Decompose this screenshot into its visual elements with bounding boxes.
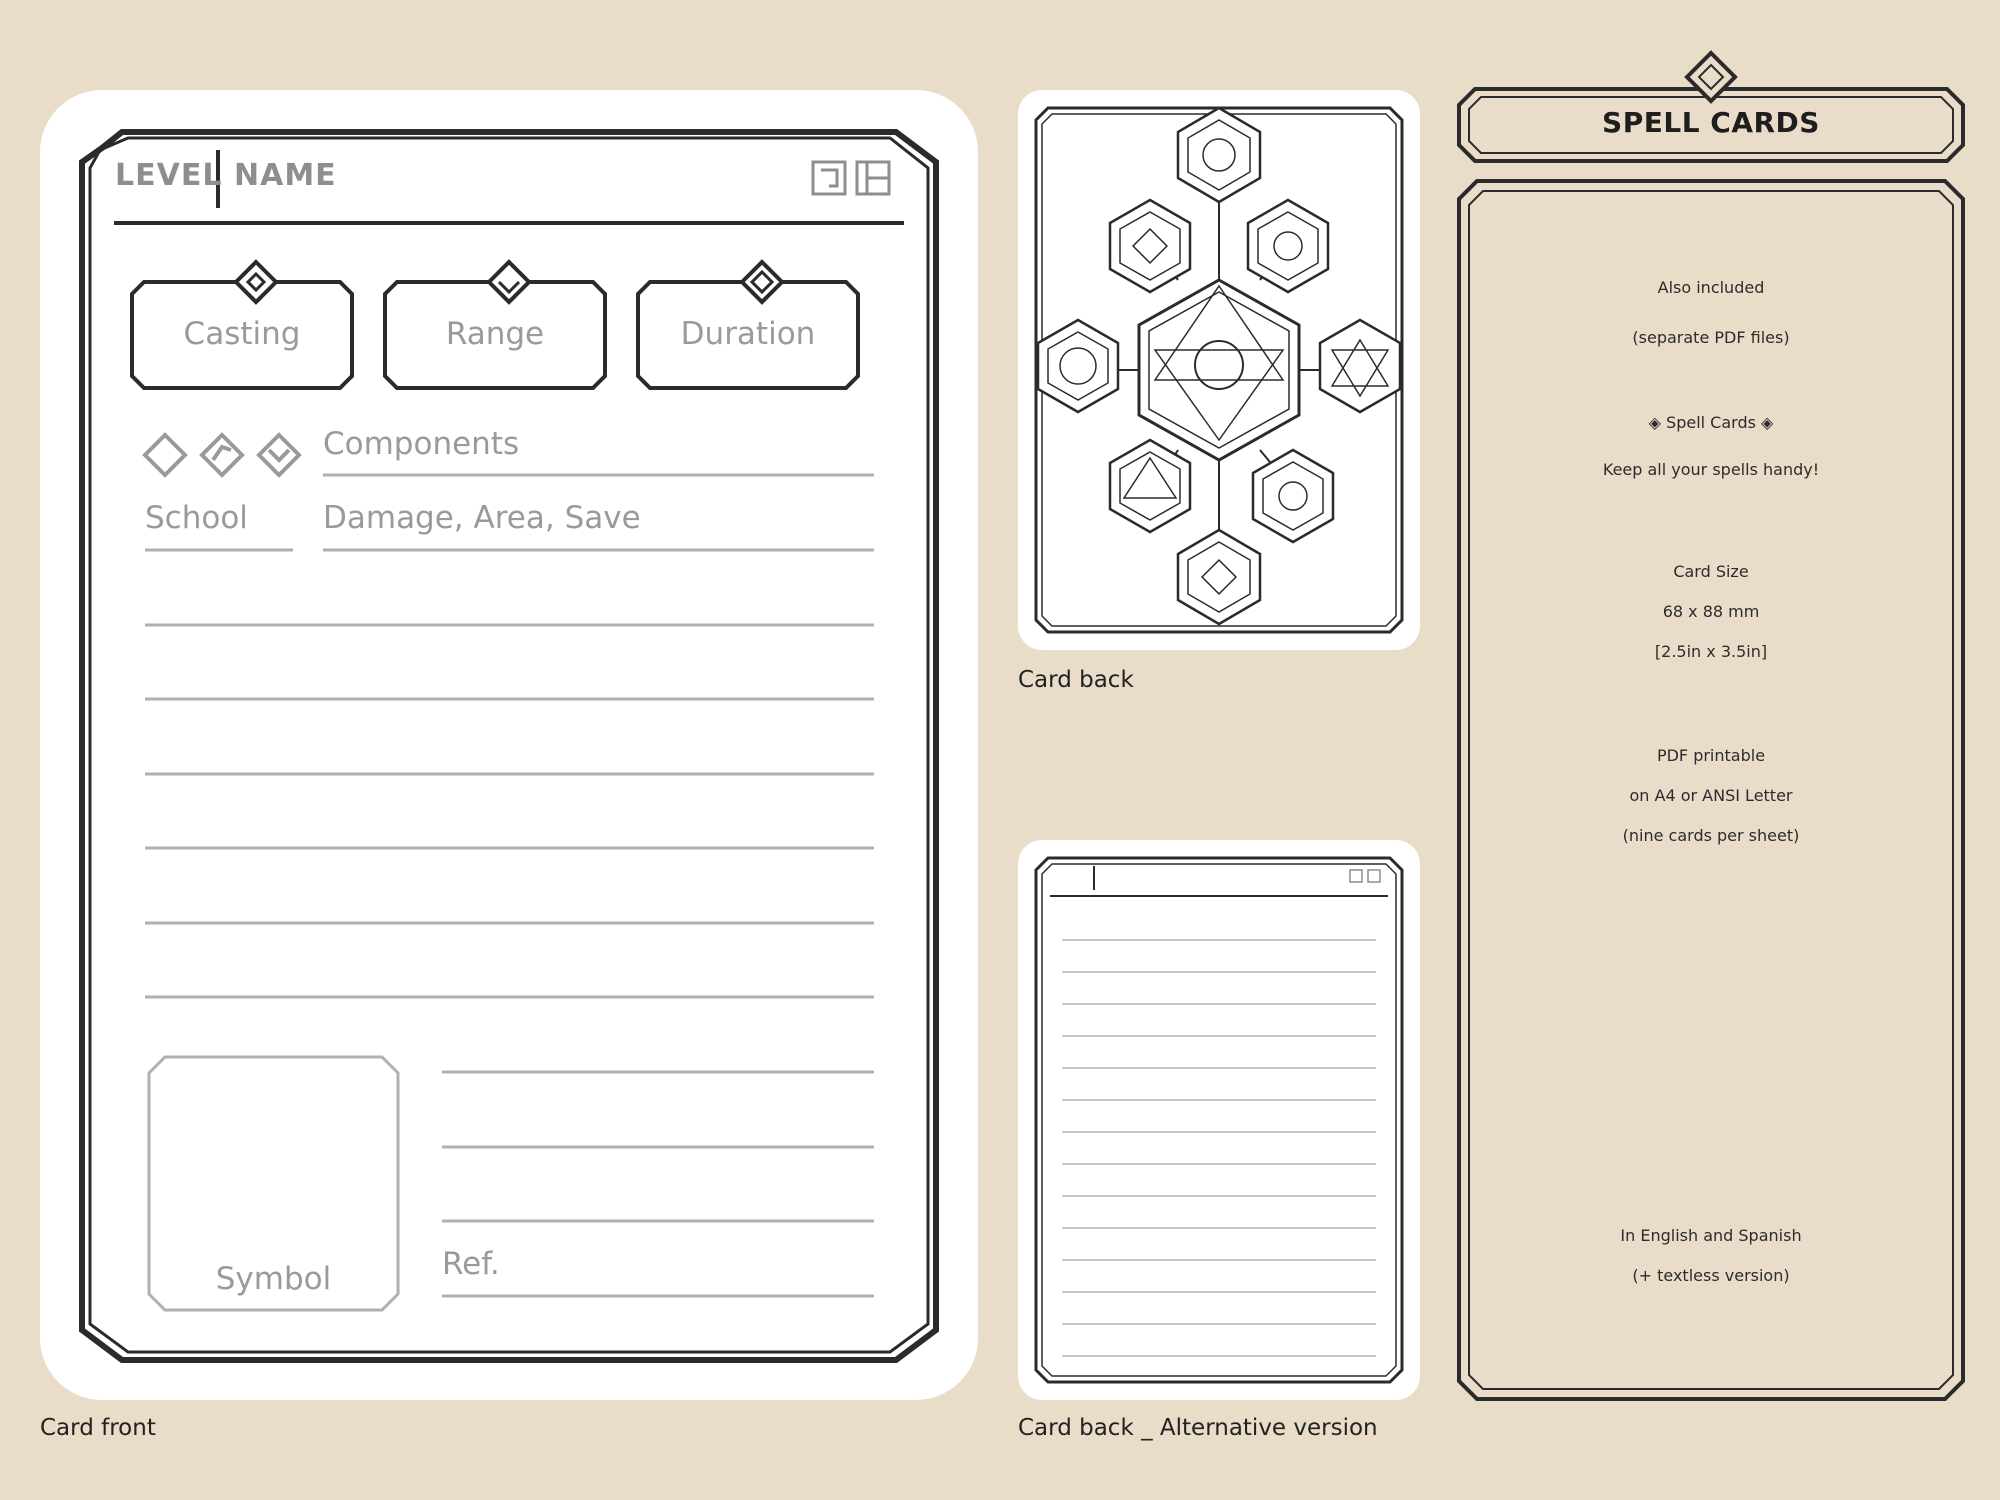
banner-diamond (1687, 53, 1735, 101)
card-size-mm: 68 x 88 mm (1662, 602, 1760, 621)
card-back (1018, 90, 1420, 650)
card-size-in: [2.5in x 3.5in] (1654, 642, 1768, 661)
caption-card-front: Card front (40, 1415, 156, 1441)
damage-label: Damage, Area, Save (323, 500, 641, 536)
separate-pdf-text: (separate PDF files) (1632, 328, 1790, 347)
header-icons (813, 162, 889, 194)
casting-label: Casting (183, 316, 301, 352)
spell-cards-banner: SPELL CARDS (1602, 106, 1820, 139)
card-size-heading: Card Size (1673, 562, 1749, 581)
card-back-mandala (1018, 90, 1420, 650)
card-front-frame (40, 90, 978, 1400)
pdf-sheet-text: (nine cards per sheet) (1622, 826, 1800, 845)
pdf-paper-text: on A4 or ANSI Letter (1629, 786, 1793, 805)
pdf-printable-text: PDF printable (1656, 746, 1766, 765)
keep-spells-text: Keep all your spells handy! (1602, 460, 1820, 479)
card-front (40, 90, 978, 1400)
component-gems (145, 435, 299, 475)
card-back-alt (1018, 840, 1420, 1400)
panel-frame (1455, 45, 1967, 1405)
language-text: In English and Spanish (1620, 1226, 1802, 1245)
textless-text: (+ textless version) (1632, 1266, 1790, 1285)
spell-cards-heading: ◈ Spell Cards ◈ (1648, 413, 1774, 432)
caption-card-back: Card back (1018, 667, 1134, 693)
school-label: School (145, 500, 248, 536)
components-label: Components (323, 426, 520, 462)
name-label: NAME (234, 158, 337, 193)
level-label: LEVEL (115, 158, 223, 193)
symbol-label: Symbol (215, 1261, 332, 1297)
alt-header-icons (1350, 870, 1380, 882)
duration-label: Duration (680, 316, 816, 352)
caption-card-back-alt: Card back _ Alternative version (1018, 1415, 1378, 1441)
also-included-title: Also included (1657, 278, 1765, 297)
range-label: Range (445, 316, 545, 352)
ref-label: Ref. (442, 1246, 500, 1282)
card-back-alt-frame (1018, 840, 1420, 1400)
